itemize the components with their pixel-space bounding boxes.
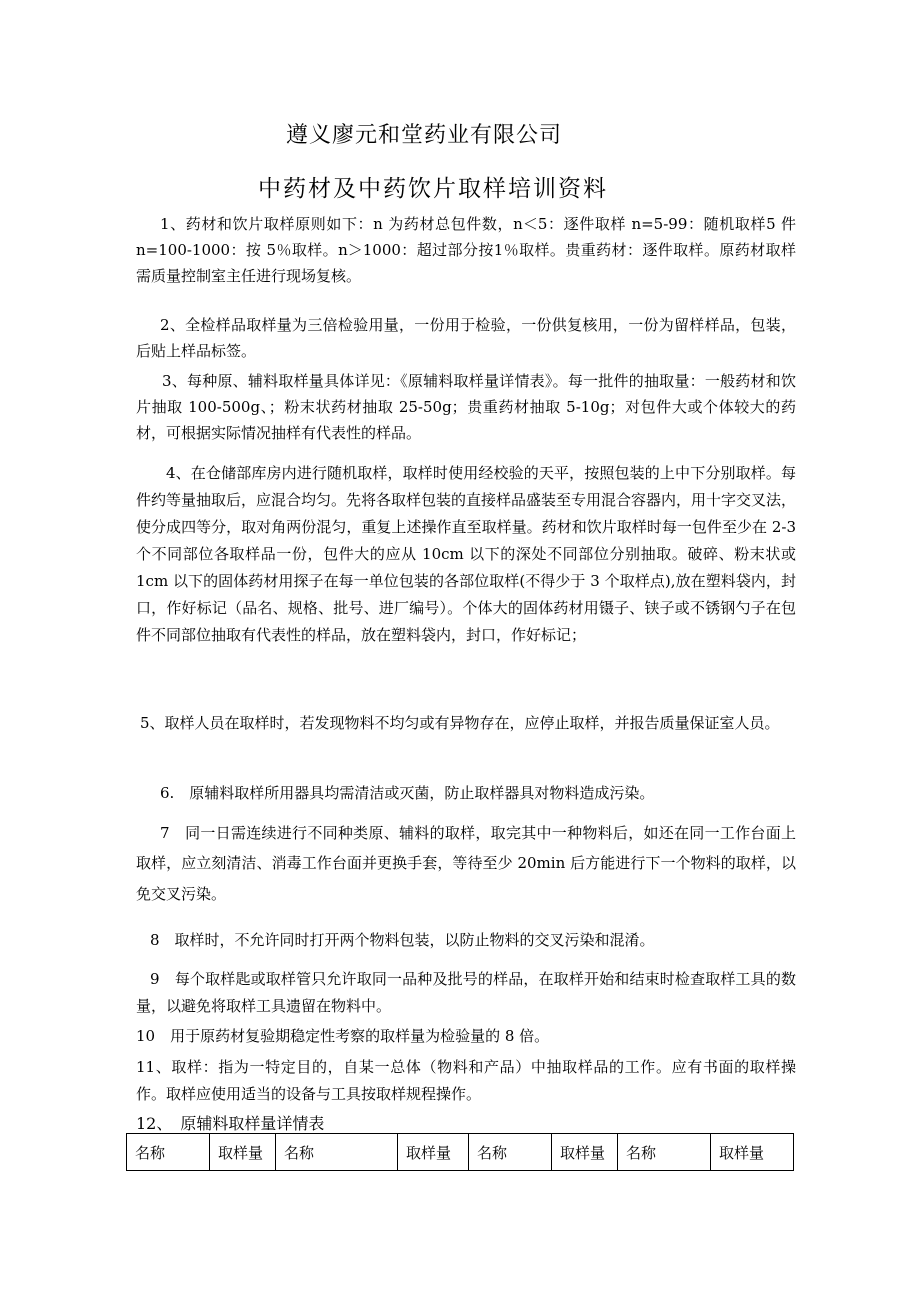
table-header-row: [127, 1134, 794, 1171]
paragraph-10: 10 用于原药材复验期稳定性考察的取样量为检验量的 8 倍。: [136, 1027, 550, 1045]
header-cell-name: 名称: [618, 1134, 711, 1171]
paragraph-2: 2、全检样品取样量为三倍检验用量，一份用于检验，一份供复核用，一份为留样样品，包装，后贴上样品标签。: [136, 316, 796, 360]
paragraph-11: 11、取样：指为一特定目的，自某一总体（物料和产品）中抽取样品的工作。应有书面的取样操作。取样应使用适当的设备与工具按取样规程操作。: [136, 1058, 796, 1103]
sample-quantity-table: [126, 1133, 794, 1171]
paragraph-9: 9 每个取样匙或取样管只允许取同一品种及批号的样品，在取样开始和结束时检查取样工具的数量，以避免将取样工具遗留在物料中。: [136, 970, 796, 1016]
paragraph-1: 1、药材和饮片取样原则如下：n 为药材总包件数，n＜5：逐件取样 n=5-99：随机取样5 件 n=100-1000：按 5％取样。n＞1000：超过部分按1％取样。贵重药材：逐件取样。原药材取样需质量控制室主任进行现场复核。: [136, 215, 796, 285]
header-cell-name: 名称: [127, 1134, 210, 1171]
header-cell-quantity: 取样量: [552, 1134, 618, 1171]
header-cell-quantity: 取样量: [711, 1134, 794, 1171]
paragraph-8: 8 取样时，不允许同时打开两个物料包装，以防止物料的交叉污染和混淆。: [150, 931, 655, 949]
paragraph-6: 6. 原辅料取样所用器具均需清洁或灭菌，防止取样器具对物料造成污染。: [160, 784, 655, 802]
document-title: 中药材及中药饮片取样培训资料: [258, 176, 608, 202]
company-name: 遵义廖元和堂药业有限公司: [286, 123, 563, 148]
table-caption: 12、 原辅料取样量详情表: [136, 1114, 325, 1133]
header-cell-name: 名称: [469, 1134, 552, 1171]
paragraph-5: 5、取样人员在取样时，若发现物料不均匀或有异物存在，应停止取样，并报告质量保证室人员。: [140, 714, 780, 732]
header-cell-quantity: 取样量: [398, 1134, 469, 1171]
header-cell-name: 名称: [276, 1134, 398, 1171]
paragraph-3: 3、每种原、辅料取样量具体详见：《原辅料取样量详情表》。每一批件的抽取量：一般药材和饮片抽取 100-500g、；粉末状药材抽取 25-50g；贵重药材抽取 5-10g；对包件大或个体较大的药材，可根据实际情况抽样有代表性的样品。: [136, 372, 796, 442]
header-cell-quantity: 取样量: [210, 1134, 276, 1171]
paragraph-7: 7 同一日需连续进行不同种类原、辅料的取样，取完其中一种物料后，如还在同一工作台面上取样，应立刻清洁、消毒工作台面并更换手套，等待至少 20min 后方能进行下一个物料的取样，以免交叉污染。: [136, 824, 796, 903]
paragraph-4: 4、在仓储部库房内进行随机取样，取样时使用经校验的天平，按照包装的上中下分别取样。每件约等量抽取后，应混合均匀。先将各取样包装的直接样品盛装至专用混合容器内，用十字交叉法，使分成四等分，取对角两份混匀，重复上述操作直至取样量。药材和饮片取样时每一包件至少在 2-3 个不同部位各取样品一份，包件大的应从 10cm 以下的深处不同部位分别抽取。破碎、粉末状或 1cm 以下的固体药材用探子在每一单位包装的各部位取样(不得少于 3 个取样点),放在塑料袋内，封口，作好标记（品名、规格、批号、进厂编号）。个体大的固体药材用镊子、铗子或不锈钢勺子在包件不同部位抽取有代表性的样品，放在塑料袋内，封口，作好标记；: [136, 464, 797, 644]
